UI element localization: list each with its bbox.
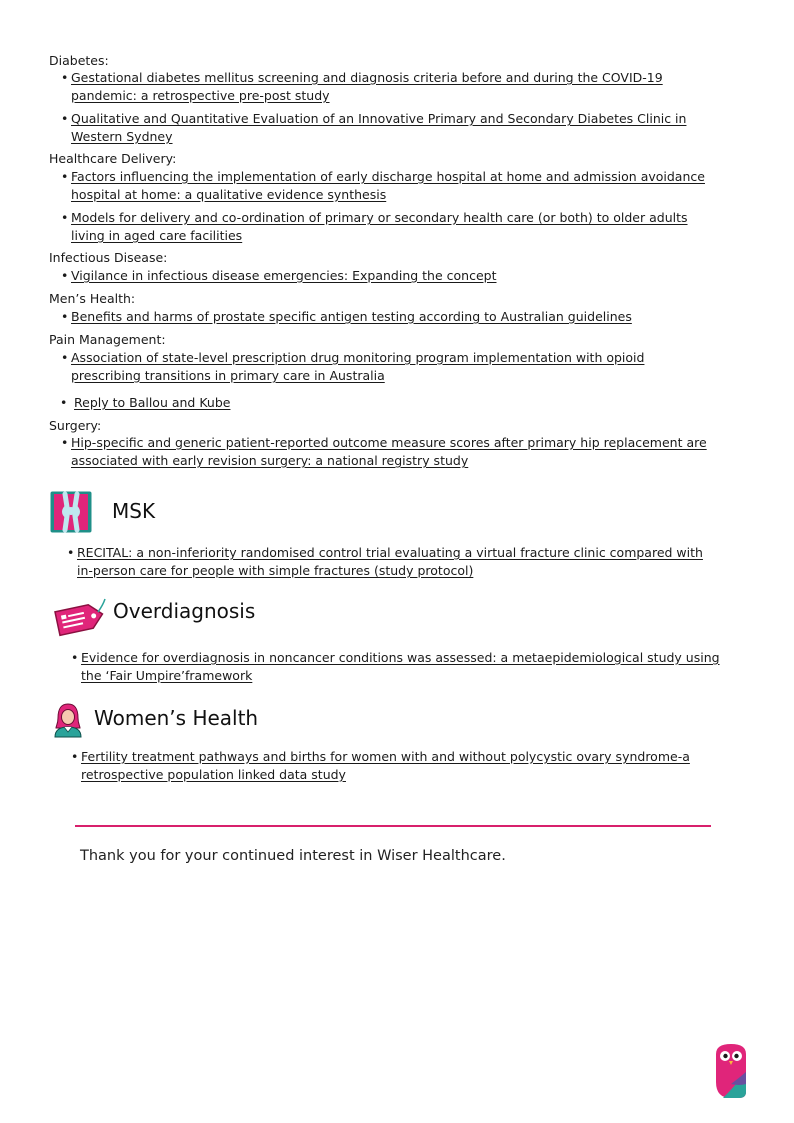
list-item: • Association of state-level prescription drug monitoring program implementation with opioid prescribing transitions in primary care in Australia [61, 350, 645, 383]
list-item: • Factors influencing the implementation of early discharge hospital at home and admission avoidance hospital at home: a qualitative evidence synthesis [61, 169, 705, 202]
category-mens-health: Men’s Health: [49, 291, 136, 306]
category-pain-management: Pain Management: [49, 332, 166, 347]
closing-message: Thank you for your continued interest in Wiser Healthcare. [80, 848, 506, 864]
list-item: • Qualitative and Quantitative Evaluation of an Innovative Primary and Secondary Diabetes Clinic in Western Sydney [61, 111, 687, 144]
list-item: • Benefits and harms of prostate specific antigen testing according to Australian guidelines [61, 309, 632, 324]
list-item: • Fertility treatment pathways and births for women with and without polycystic ovary syndrome-a retrospective population linked data study [71, 749, 690, 782]
article-link[interactable]: Gestational diabetes mellitus screening and diagnosis criteria before and during the COVID-19 pandemic: a retrospective pre-post study [71, 70, 663, 103]
list-item: • Vigilance in infectious disease emergencies: Expanding the concept [61, 268, 497, 283]
section-divider [75, 825, 711, 827]
article-link[interactable]: Factors influencing the implementation of early discharge hospital at home and admission avoidance hospital at home: a qualitative evidence synthesis [71, 169, 705, 202]
article-link[interactable]: Vigilance in infectious disease emergencies: Expanding the concept [71, 268, 497, 283]
knee-xray-icon [50, 491, 92, 537]
article-link[interactable]: Qualitative and Quantitative Evaluation of an Innovative Primary and Secondary Diabetes Clinic in Western Sydney [71, 111, 687, 144]
article-link[interactable]: Evidence for overdiagnosis in noncancer conditions was assessed: a metaepidemiological study using the ‘Fair Umpire’framework [81, 650, 720, 683]
section-heading-womens-health: Women’s Health [94, 706, 259, 730]
category-healthcare-delivery: Healthcare Delivery: [49, 151, 177, 166]
price-tag-icon [51, 597, 107, 645]
list-item: • Models for delivery and co-ordination of primary or secondary health care (or both) to older adults living in aged care facilities [61, 210, 688, 243]
list-item: • Hip-specific and generic patient-reported outcome measure scores after primary hip replacement are associated with early revision surgery: a national registry study [61, 435, 707, 468]
article-link[interactable]: Benefits and harms of prostate specific antigen testing according to Australian guidelines [71, 309, 632, 324]
woman-avatar-icon [53, 702, 83, 742]
category-surgery: Surgery: [49, 418, 102, 433]
section-heading-msk: MSK [112, 499, 156, 523]
article-link[interactable]: Models for delivery and co-ordination of primary or secondary health care (or both) to older adults living in aged care facilities [71, 210, 688, 243]
category-diabetes: Diabetes: [49, 53, 109, 68]
article-link[interactable]: RECITAL: a non-inferiority randomised control trial evaluating a virtual fracture clinic compared with in-person care for people with simple fractures (study protocol) [77, 545, 703, 578]
category-infectious-disease: Infectious Disease: [49, 250, 168, 265]
list-item: • Evidence for overdiagnosis in noncancer conditions was assessed: a metaepidemiological study using the ‘Fair Umpire’framework [71, 650, 720, 683]
article-link[interactable]: Reply to Ballou and Kube [74, 395, 231, 410]
article-link[interactable]: Association of state-level prescription drug monitoring program implementation with opioid prescribing transitions in primary care in Australia [71, 350, 645, 383]
list-item: • RECITAL: a non-inferiority randomised control trial evaluating a virtual fracture clinic compared with in-person care for people with simple fractures (study protocol) [67, 545, 703, 578]
owl-logo-icon [713, 1042, 749, 1104]
article-link[interactable]: Fertility treatment pathways and births for women with and without polycystic ovary syndrome-a retrospective population linked data study [81, 749, 690, 782]
list-item: • Gestational diabetes mellitus screening and diagnosis criteria before and during the COVID-19 pandemic: a retrospective pre-post study [61, 70, 663, 103]
article-link[interactable]: Hip-specific and generic patient-reported outcome measure scores after primary hip replacement are associated with early revision surgery: a national registry study [71, 435, 707, 468]
list-item: • Reply to Ballou and Kube [60, 395, 231, 410]
section-heading-overdiagnosis: Overdiagnosis [113, 599, 256, 623]
